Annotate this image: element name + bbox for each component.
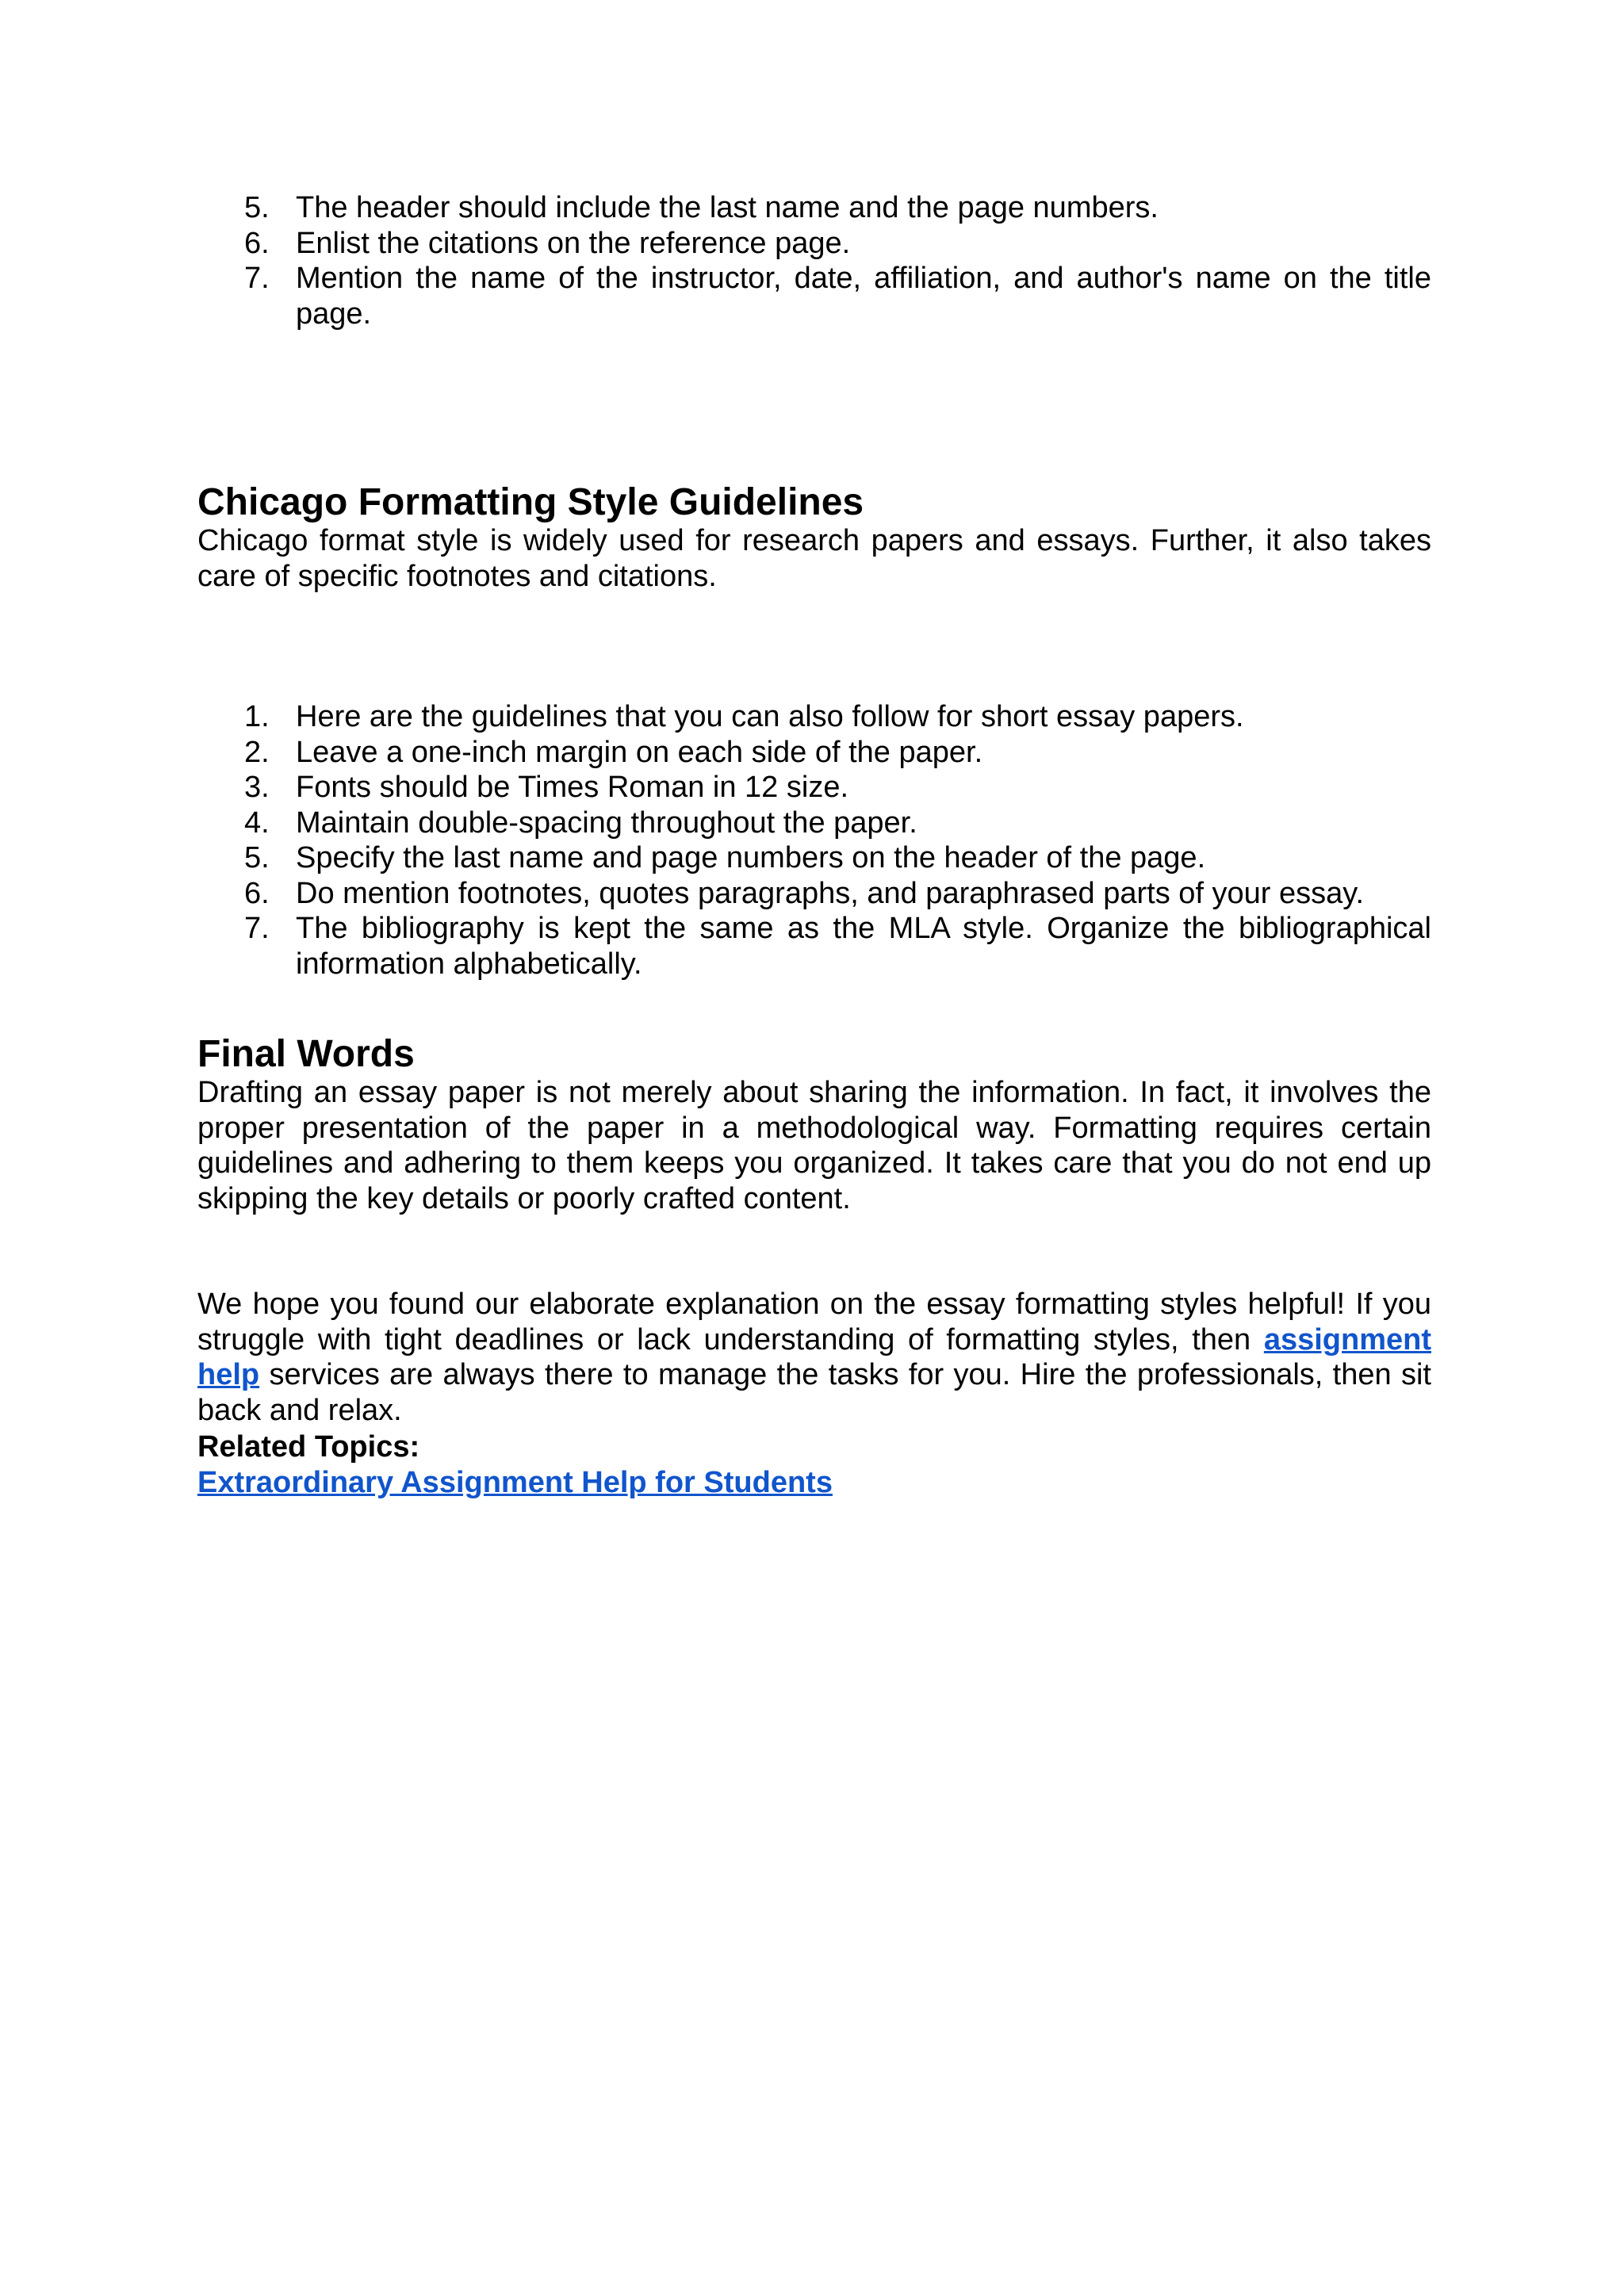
list-item-text: Maintain double-spacing throughout the paper. [296, 806, 917, 840]
chicago-intro: Chicago format style is widely used for research papers and essays. Further, it also takes care of specific footnotes and citations. [197, 524, 1431, 593]
list-number: 6. [244, 876, 270, 910]
list-item-text: Here are the guidelines that you can also follow for short essay papers. [296, 700, 1244, 733]
list-number: 3. [244, 771, 270, 804]
list-item [197, 911, 1431, 982]
list-item [197, 699, 1431, 735]
list-item [197, 735, 1431, 771]
list-number: 7. [244, 262, 270, 295]
top-numbered-list [197, 190, 1431, 331]
list-number: 2. [244, 735, 270, 769]
list-item-text: Do mention footnotes, quotes paragraphs, and paraphrased parts of your essay. [296, 876, 1365, 910]
list-number: 5. [244, 841, 270, 874]
closing-text-before: We hope you found our elaborate explanation on the essay formatting styles helpful! If you struggle with tight deadlines or lack understanding of formatting styles, then [197, 1288, 1431, 1357]
final-words-heading: Final Words [197, 1033, 415, 1075]
assignment-help-link[interactable]: assignment help [197, 1322, 1431, 1391]
list-item-text: The bibliography is kept the same as the MLA style. Organize the bibliographical information alphabetically. [296, 912, 1431, 981]
list-item-text: Leave a one-inch margin on each side of the paper. [296, 735, 983, 769]
spacer [197, 982, 1431, 1034]
closing-paragraph [197, 1287, 1431, 1428]
list-number: 1. [244, 700, 270, 733]
spacer [197, 1216, 1431, 1287]
list-item [197, 226, 1431, 262]
list-item [197, 806, 1431, 841]
list-item-text: Enlist the citations on the reference page. [296, 226, 851, 260]
chicago-numbered-list [197, 699, 1431, 982]
list-number: 6. [244, 226, 270, 260]
related-topic-link[interactable]: Extraordinary Assignment Help for Students [197, 1465, 833, 1499]
list-item [197, 770, 1431, 806]
list-item [197, 876, 1431, 912]
closing-text-after: services are always there to manage the tasks for you. Hire the professionals, then sit back and relax. [197, 1358, 1431, 1427]
list-item-text: Mention the name of the instructor, date, affiliation, and author's name on the title page. [296, 262, 1431, 331]
spacer [197, 331, 1431, 482]
document-body [197, 190, 1431, 1500]
related-topics-item [197, 1465, 1431, 1501]
list-item [197, 261, 1431, 331]
list-item-text: The header should include the last name and the page numbers. [296, 191, 1159, 224]
list-number: 5. [244, 191, 270, 224]
chicago-heading: Chicago Formatting Style Guidelines [197, 481, 864, 523]
list-item-text: Fonts should be Times Roman in 12 size. [296, 771, 849, 804]
list-item [197, 840, 1431, 876]
final-words-paragraph: Drafting an essay paper is not merely about sharing the information. In fact, it involves the proper presentation of the paper in a methodological way. Formatting requires certain guidelines and adhering to them keeps you organized. It takes care that you do not end up skipping the key details or poorly crafted content. [197, 1076, 1431, 1215]
spacer [197, 594, 1431, 699]
list-item [197, 190, 1431, 226]
list-number: 7. [244, 912, 270, 945]
list-number: 4. [244, 806, 270, 840]
list-item-text: Specify the last name and page numbers on the header of the page. [296, 841, 1206, 874]
related-topics-label: Related Topics: [197, 1430, 420, 1464]
